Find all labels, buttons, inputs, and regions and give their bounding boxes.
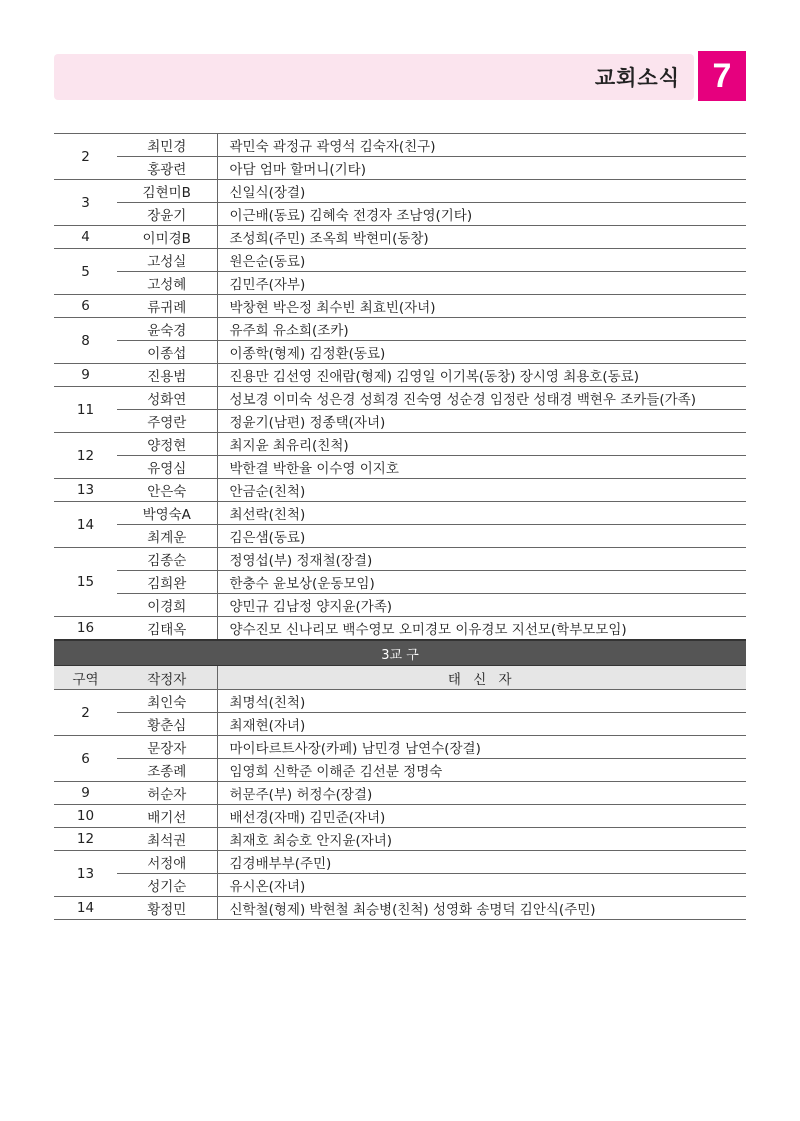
writer-cell: 최석권	[117, 828, 217, 851]
members-cell: 정영섭(부) 정재철(장결)	[217, 548, 746, 571]
table-row	[54, 272, 746, 295]
table-row	[54, 249, 746, 272]
district-cell: 11	[54, 387, 117, 433]
writer-cell: 진용범	[117, 364, 217, 387]
district-cell: 8	[54, 318, 117, 364]
writer-cell: 조종례	[117, 759, 217, 782]
table-row	[54, 433, 746, 456]
writer-cell: 성기순	[117, 874, 217, 897]
members-cell: 신학철(형제) 박현철 최승병(친척) 성영화 송명덕 김안식(주민)	[217, 897, 746, 920]
writer-cell: 허순자	[117, 782, 217, 805]
table-row	[54, 180, 746, 203]
table-row	[54, 387, 746, 410]
members-cell: 신일식(장결)	[217, 180, 746, 203]
district-cell: 4	[54, 226, 117, 249]
section3-title-row	[54, 640, 746, 666]
writer-cell: 윤숙경	[117, 318, 217, 341]
members-cell: 이종학(형제) 김정환(동료)	[217, 341, 746, 364]
table-row	[54, 525, 746, 548]
table-row	[54, 295, 746, 318]
district-cell: 2	[54, 134, 117, 180]
district-cell: 6	[54, 295, 117, 318]
section3-title: 3교 구	[54, 640, 746, 666]
table-row	[54, 226, 746, 249]
table-row	[54, 364, 746, 387]
district-cell: 12	[54, 828, 117, 851]
section3-header-row	[54, 666, 746, 690]
table-row	[54, 736, 746, 759]
writer-cell: 이미경B	[117, 226, 217, 249]
table-row	[54, 157, 746, 180]
members-cell: 최명석(친척)	[217, 690, 746, 713]
district-cell: 13	[54, 851, 117, 897]
section2-body	[54, 134, 746, 641]
district-cell: 2	[54, 690, 117, 736]
district-cell: 6	[54, 736, 117, 782]
table-row	[54, 479, 746, 502]
writer-cell: 유영심	[117, 456, 217, 479]
table-row	[54, 594, 746, 617]
district-cell: 5	[54, 249, 117, 295]
members-cell: 이근배(동료) 김혜숙 전경자 조남영(기타)	[217, 203, 746, 226]
table-row	[54, 548, 746, 571]
prayer-list-table	[54, 133, 746, 920]
table-row	[54, 410, 746, 433]
writer-cell: 장윤기	[117, 203, 217, 226]
writer-cell: 배기선	[117, 805, 217, 828]
table-row	[54, 874, 746, 897]
writer-cell: 고성실	[117, 249, 217, 272]
members-cell: 배선경(자매) 김민준(자녀)	[217, 805, 746, 828]
writer-cell: 최인숙	[117, 690, 217, 713]
district-cell: 9	[54, 364, 117, 387]
members-cell: 성보경 이미숙 성은경 성희경 진숙영 성순경 임정란 성태경 백현우 조카들(가족)	[217, 387, 746, 410]
table-row	[54, 851, 746, 874]
writer-cell: 김희완	[117, 571, 217, 594]
members-cell: 안금순(친척)	[217, 479, 746, 502]
writer-cell: 박영숙A	[117, 502, 217, 525]
members-cell: 김은샘(동료)	[217, 525, 746, 548]
writer-cell: 양정현	[117, 433, 217, 456]
members-cell: 최선락(친척)	[217, 502, 746, 525]
members-cell: 김민주(자부)	[217, 272, 746, 295]
table-row	[54, 203, 746, 226]
members-cell: 한충수 윤보상(운동모임)	[217, 571, 746, 594]
table-row	[54, 828, 746, 851]
members-cell: 박창현 박은정 최수빈 최효빈(자녀)	[217, 295, 746, 318]
members-cell: 최재호 최승호 안지윤(자녀)	[217, 828, 746, 851]
table-row	[54, 571, 746, 594]
writer-cell: 홍광련	[117, 157, 217, 180]
table-row	[54, 318, 746, 341]
table-row	[54, 805, 746, 828]
writer-cell: 문장자	[117, 736, 217, 759]
members-cell: 양민규 김남정 양지윤(가족)	[217, 594, 746, 617]
col-district-header: 구역	[54, 666, 117, 690]
writer-cell: 이종섭	[117, 341, 217, 364]
members-cell: 정윤기(남편) 정종택(자녀)	[217, 410, 746, 433]
members-cell: 최지윤 최유리(친척)	[217, 433, 746, 456]
table-row	[54, 897, 746, 920]
col-members-header: 태 신 자	[217, 666, 746, 690]
members-cell: 유시온(자녀)	[217, 874, 746, 897]
writer-cell: 최민경	[117, 134, 217, 157]
members-cell: 조성희(주민) 조옥희 박현미(동창)	[217, 226, 746, 249]
writer-cell: 성화연	[117, 387, 217, 410]
table-row	[54, 690, 746, 713]
table-row	[54, 782, 746, 805]
writer-cell: 고성혜	[117, 272, 217, 295]
district-cell: 16	[54, 617, 117, 641]
writer-cell: 서정애	[117, 851, 217, 874]
table-row	[54, 502, 746, 525]
members-cell: 곽민숙 곽정규 곽영석 김숙자(친구)	[217, 134, 746, 157]
district-cell: 3	[54, 180, 117, 226]
district-cell: 14	[54, 502, 117, 548]
district-cell: 9	[54, 782, 117, 805]
members-cell: 유주희 유소희(조카)	[217, 318, 746, 341]
section3-body	[54, 690, 746, 920]
members-cell: 마이타르트사장(카페) 남민경 남연수(장결)	[217, 736, 746, 759]
members-cell: 양수진모 신나리모 백수영모 오미경모 이유경모 지선모(학부모모임)	[217, 617, 746, 641]
writer-cell: 황정민	[117, 897, 217, 920]
writer-cell: 안은숙	[117, 479, 217, 502]
writer-cell: 최계운	[117, 525, 217, 548]
district-cell: 14	[54, 897, 117, 920]
table-row	[54, 759, 746, 782]
members-cell: 원은순(동료)	[217, 249, 746, 272]
table-row	[54, 134, 746, 157]
district-cell: 15	[54, 548, 117, 617]
writer-cell: 김태옥	[117, 617, 217, 641]
table-row	[54, 713, 746, 736]
members-cell: 최재현(자녀)	[217, 713, 746, 736]
writer-cell: 주영란	[117, 410, 217, 433]
district-cell: 13	[54, 479, 117, 502]
district-cell: 10	[54, 805, 117, 828]
page-title: 교회소식	[594, 66, 680, 90]
members-cell: 진용만 김선영 진애람(형제) 김영일 이기복(동창) 장시영 최용호(동료)	[217, 364, 746, 387]
members-cell: 임영희 신학준 이해준 김선분 정명숙	[217, 759, 746, 782]
col-writer-header: 작정자	[117, 666, 217, 690]
writer-cell: 류귀례	[117, 295, 217, 318]
writer-cell: 김현미B	[117, 180, 217, 203]
table-row	[54, 341, 746, 364]
members-cell: 박한결 박한율 이수영 이지호	[217, 456, 746, 479]
writer-cell: 이경희	[117, 594, 217, 617]
writer-cell: 황춘심	[117, 713, 217, 736]
members-cell: 김경배부부(주민)	[217, 851, 746, 874]
writer-cell: 김종순	[117, 548, 217, 571]
table-row	[54, 456, 746, 479]
members-cell: 허문주(부) 허정수(장결)	[217, 782, 746, 805]
members-cell: 아담 엄마 할머니(기타)	[217, 157, 746, 180]
district-cell: 12	[54, 433, 117, 479]
table-row	[54, 617, 746, 641]
page-number-badge: 7	[698, 51, 746, 101]
